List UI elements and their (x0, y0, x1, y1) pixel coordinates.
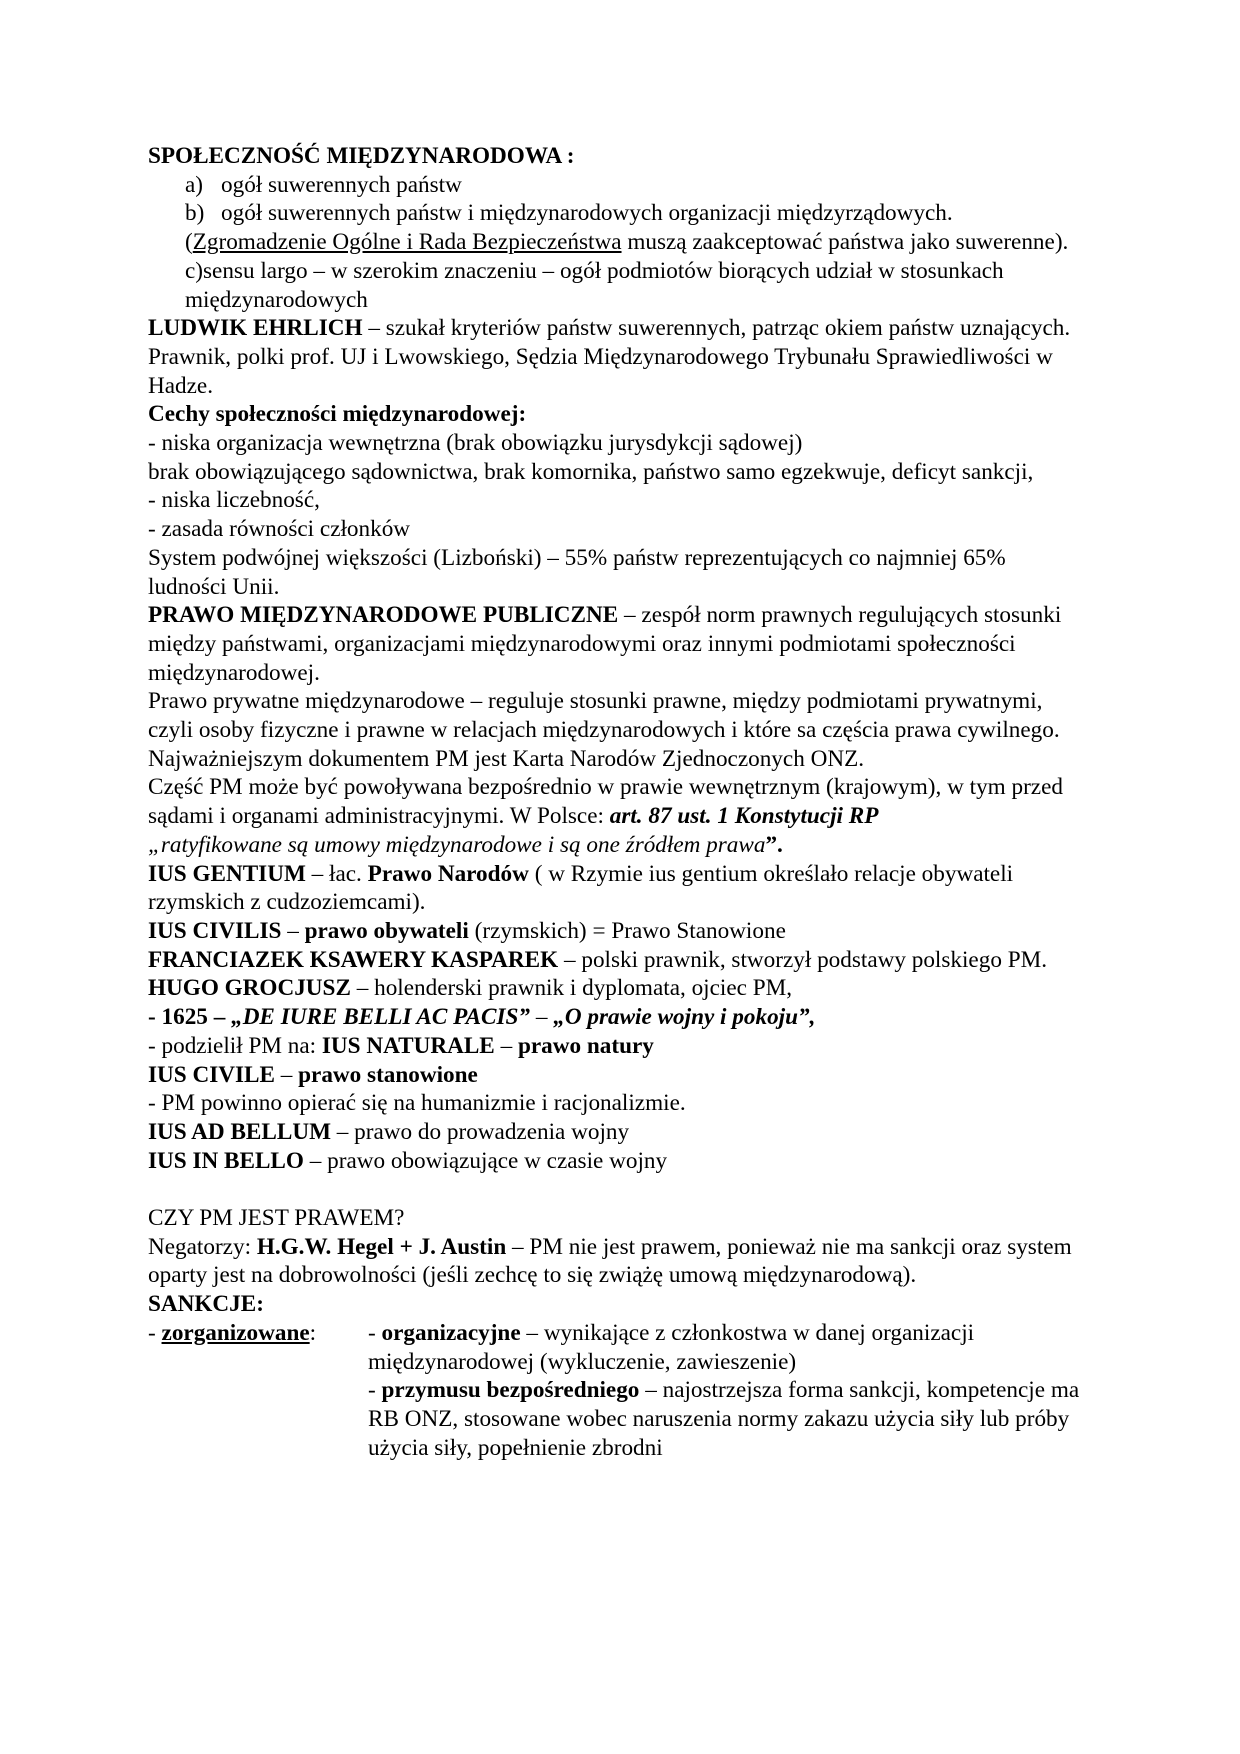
list-item: a) ogół suwerennych państw (185, 171, 462, 198)
note-paragraph: (Zgromadzenie Ogólne i Rada Bezpieczeństwa muszą zaakceptować państwa jako suwerenne). (185, 229, 1069, 256)
feature-line: - niska liczebność, (148, 487, 320, 514)
ius-gentium-paragraph: IUS GENTIUM – łac. Prawo Narodów ( w Rzymie ius gentium określało relacje obywateli rzymskich z cudzoziemcami). (148, 860, 1014, 916)
sanction-item: - przymusu bezpośredniego – najostrzejsza forma sankcji, kompetencje ma RB ONZ, stosowane wobec naruszenia normy zakazu użycia siły lub próby użycia siły, popełnienie zbrodni (368, 1377, 1080, 1461)
ius-civilis-paragraph: IUS CIVILIS – prawo obywateli (rzymskich) = Prawo Stanowione (148, 917, 786, 944)
most-important-paragraph: Najważniejszym dokumentem PM jest Karta Narodów Zjednoczonych ONZ. (148, 745, 865, 772)
in-bello-line: IUS IN BELLO – prawo obowiązujące w czasie wojny (148, 1147, 668, 1174)
sensu-largo-paragraph: c)sensu largo – w szerokim znaczeniu – ogół podmiotów biorących udział w stosunkach międzynarodowych (185, 257, 1004, 313)
feature-line: - niska organizacja wewnętrzna (brak obowiązku jurysdykcji sądowej) (148, 430, 803, 457)
private-law-paragraph: Prawo prywatne międzynarodowe – reguluje stosunki prawne, między podmiotami prywatnymi, czyli osoby fizyczne i prawne w relacjach międzynarodowych i które sa częścia prawa cywilnego. (148, 688, 1060, 744)
features-heading: Cechy społeczności międzynarodowej: (148, 401, 527, 428)
document-body (148, 142, 1088, 1462)
direct-paragraph: Część PM może być powoływana bezpośrednio w prawie wewnętrznym (krajowym), w tym przed sądami i organami administracyjnymi. W Polsce: art. 87 ust. 1 Konstytucji RP „ratyfikowane są umowy międzynarodowe i są one źródłem prawa”. (148, 774, 1063, 858)
underlined-term: Zgromadzenie Ogólne i Rada Bezpieczeństwa (192, 229, 622, 256)
negators-paragraph: Negatorzy: H.G.W. Hegel + J. Austin – PM nie jest prawem, ponieważ nie ma sankcji oraz system oparty jest na dobrowolności (jeśli zechcę to się zwiążę umową międzynarodową). (148, 1233, 1072, 1289)
sanctions-block (148, 1319, 1088, 1463)
question-heading: CZY PM JEST PRAWEM? (148, 1205, 405, 1231)
sanctions-heading: SANKCJE: (148, 1291, 264, 1318)
feature-line: System podwójnej większości (Lizboński) – 55% państw reprezentujących co najmniej 65% ludności Unii. (148, 544, 1006, 600)
ehrlich-paragraph: LUDWIK EHRLICH – szukał kryteriów państw suwerennych, patrząc okiem państw uznających. Prawnik, polki prof. UJ i Lwowskiego, Sędzia Międzynarodowego Trybunału Sprawiedliwości w Hadze. (148, 315, 1071, 399)
page-heading: SPOŁECZNOŚĆ MIĘDZYNARODOWA : (148, 143, 575, 169)
list-item: b) ogół suwerennych państw i międzynarodowych organizacji międzyrządowych. (185, 200, 953, 227)
sanctions-list (368, 1319, 1088, 1463)
humanism-line: - PM powinno opierać się na humanizmie i racjonalizmie. (148, 1090, 686, 1117)
ius-civile-line: IUS CIVILE – prawo stanowione (148, 1061, 478, 1088)
pmp-paragraph: PRAWO MIĘDZYNARODOWE PUBLICZNE – zespół norm prawnych regulujących stosunki między państwami, organizacjami międzynarodowymi oraz innymi podmiotami społeczności międzynarodowej. (148, 602, 1062, 686)
feature-line: brak obowiązującego sądownictwa, brak komornika, państwo samo egzekwuje, deficyt sankcji, (148, 458, 1034, 485)
grocjusz-paragraph: HUGO GROCJUSZ – holenderski prawnik i dyplomata, ojciec PM, (148, 975, 793, 1002)
blank-line (148, 1175, 1088, 1204)
ad-bellum-line: IUS AD BELLUM – prawo do prowadzenia wojny (148, 1118, 630, 1145)
divided-line: - podzielił PM na: IUS NATURALE – prawo natury (148, 1032, 654, 1059)
sanction-item: - organizacyjne – wynikające z członkostwa w danej organizacji międzynarodowej (wykluczenie, zawieszenie) (368, 1319, 975, 1375)
kasparek-paragraph: FRANCIAZEK KSAWERY KASPAREK – polski prawnik, stworzył podstawy polskiego PM. (148, 946, 1048, 973)
grocjusz-book-line: - 1625 – „DE IURE BELLI AC PACIS” – „O prawie wojny i pokoju”, (148, 1004, 816, 1031)
feature-line: - zasada równości członków (148, 516, 411, 543)
sanctions-type-label: - zorganizowane: (148, 1319, 317, 1346)
